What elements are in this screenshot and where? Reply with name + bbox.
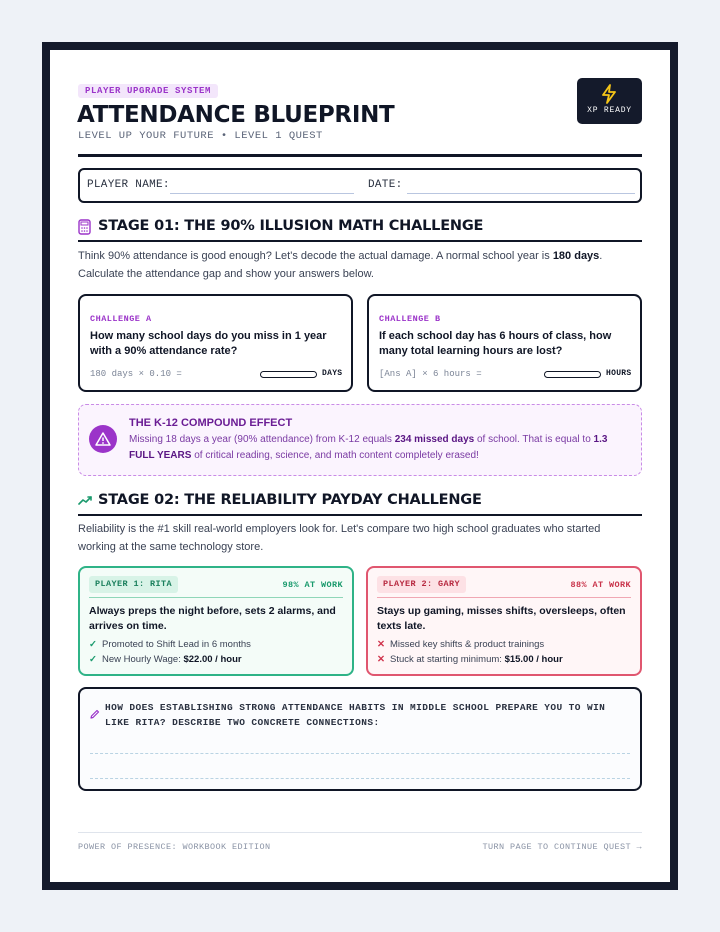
xp-ready-badge	[577, 78, 642, 124]
gary-wage: $15.00 / hour	[504, 654, 563, 665]
footer-continue: TURN PAGE TO CONTINUE QUEST →	[482, 842, 642, 852]
callout-text-a: Missing 18 days a year (90% attendance) from K-12 equals	[129, 434, 395, 445]
stage2-intro-line2: working at the same technology store.	[78, 540, 264, 553]
callout-bold-years: 1.3 FULL YEARS	[129, 434, 608, 461]
rita-outcome-2	[89, 654, 242, 665]
player-gary-stat: 88% AT WORK	[570, 580, 631, 590]
stage2-heading-text: STAGE 02: THE RELIABILITY PAYDAY CHALLENGE	[98, 492, 482, 508]
reflection-box	[78, 687, 642, 791]
cross-icon: ✕	[377, 654, 385, 665]
date-field[interactable]	[407, 193, 635, 194]
check-icon: ✓	[89, 654, 97, 665]
player-gary-card	[366, 566, 642, 676]
player-gary-desc: Stays up gaming, misses shifts, oversleeps, often texts late.	[377, 605, 626, 632]
challenge-b-tag: CHALLENGE B	[379, 314, 441, 324]
challenge-b-card	[367, 294, 642, 392]
page-title: ATTENDANCE BLUEPRINT	[77, 102, 395, 128]
player-name-field[interactable]	[170, 193, 354, 194]
player-gary-divider	[377, 597, 631, 598]
challenge-a-tag: CHALLENGE A	[90, 314, 152, 324]
rita-wage: $22.00 / hour	[183, 654, 242, 665]
challenge-a-card	[78, 294, 353, 392]
challenge-a-question: How many school days do you miss in 1 year with a 90% attendance rate?	[90, 330, 327, 357]
answer-line-2[interactable]	[90, 778, 630, 779]
date-label: DATE:	[368, 179, 403, 191]
stage1-heading-text: STAGE 01: THE 90% ILLUSION MATH CHALLENGE	[98, 218, 484, 234]
stage1-intro-end: .	[599, 250, 603, 262]
lightning-icon	[600, 84, 618, 104]
system-badge: PLAYER UPGRADE SYSTEM	[78, 84, 218, 98]
reflection-question: HOW DOES ESTABLISHING STRONG ATTENDANCE HABITS IN MIDDLE SCHOOL PREPARE YOU TO WIN LIKE RITA? DESCRIBE TWO CONCRETE CONNECTIONS:	[105, 702, 606, 728]
stage1-intro-text: Think 90% attendance is good enough? Let's decode the actual damage. A normal school year is	[78, 250, 553, 262]
player-rita-divider	[89, 597, 343, 598]
check-icon: ✓	[89, 639, 97, 650]
answer-line-1[interactable]	[90, 753, 630, 754]
footer-edition: POWER OF PRESENCE: WORKBOOK EDITION	[78, 842, 271, 852]
callout-text-b: of school. That is equal to	[474, 434, 594, 445]
callout-text	[129, 432, 629, 464]
header-divider	[78, 154, 642, 157]
warning-icon	[95, 431, 111, 447]
name-date-box	[78, 168, 642, 203]
callout-title: THE K-12 COMPOUND EFFECT	[129, 417, 293, 429]
footer-divider	[78, 832, 642, 833]
trending-up-icon	[78, 493, 93, 507]
player-name-label: PLAYER NAME:	[87, 179, 170, 191]
rita-outcome-1-text: Promoted to Shift Lead in 6 months	[102, 639, 251, 650]
challenge-b-answer-input[interactable]	[544, 371, 601, 378]
pencil-icon	[89, 709, 100, 720]
gary-outcome-1-text: Missed key shifts & product trainings	[390, 639, 545, 650]
stage1-intro	[78, 248, 642, 283]
page-subtitle: LEVEL UP YOUR FUTURE • LEVEL 1 QUEST	[78, 130, 323, 142]
challenge-a-answer-input[interactable]	[260, 371, 317, 378]
stage2-divider	[78, 514, 642, 516]
callout-text-c: of critical reading, science, and math content completely erased!	[191, 450, 479, 461]
challenge-a-unit: DAYS	[322, 369, 343, 378]
player-rita-desc: Always preps the night before, sets 2 alarms, and arrives on time.	[89, 605, 336, 632]
challenge-b-unit: HOURS	[606, 369, 632, 378]
gary-outcome-2-text: Stuck at starting minimum:	[390, 654, 505, 665]
player-gary-chip: PLAYER 2: GARY	[377, 576, 466, 593]
xp-label: XP READY	[587, 106, 632, 115]
player-rita-card	[78, 566, 354, 676]
warning-icon-badge	[89, 425, 117, 453]
compound-effect-callout	[78, 404, 642, 476]
stage1-divider	[78, 240, 642, 242]
rita-outcome-2-text: New Hourly Wage:	[102, 654, 184, 665]
stage2-intro-line1: Reliability is the #1 skill real-world employers look for. Let's compare two high school graduates who started	[78, 523, 601, 535]
calculator-icon	[78, 219, 91, 235]
stage2-intro	[78, 521, 642, 556]
challenge-b-formula: [Ans A] × 6 hours =	[379, 369, 482, 379]
gary-outcome-1	[377, 639, 544, 650]
worksheet-page	[50, 50, 670, 882]
stage1-intro-bold: 180 days	[552, 250, 600, 262]
challenge-b-question: If each school day has 6 hours of class, how many total learning hours are lost?	[379, 330, 612, 357]
player-rita-chip: PLAYER 1: RITA	[89, 576, 178, 593]
cross-icon: ✕	[377, 639, 385, 650]
rita-outcome-1	[89, 639, 251, 650]
stage1-intro-line2: Calculate the attendance gap and show your answers below.	[78, 267, 374, 280]
gary-outcome-2	[377, 654, 563, 665]
player-rita-stat: 98% AT WORK	[282, 580, 343, 590]
callout-bold-days: 234 missed days	[394, 434, 475, 445]
challenge-a-formula: 180 days × 0.10 =	[90, 369, 182, 379]
